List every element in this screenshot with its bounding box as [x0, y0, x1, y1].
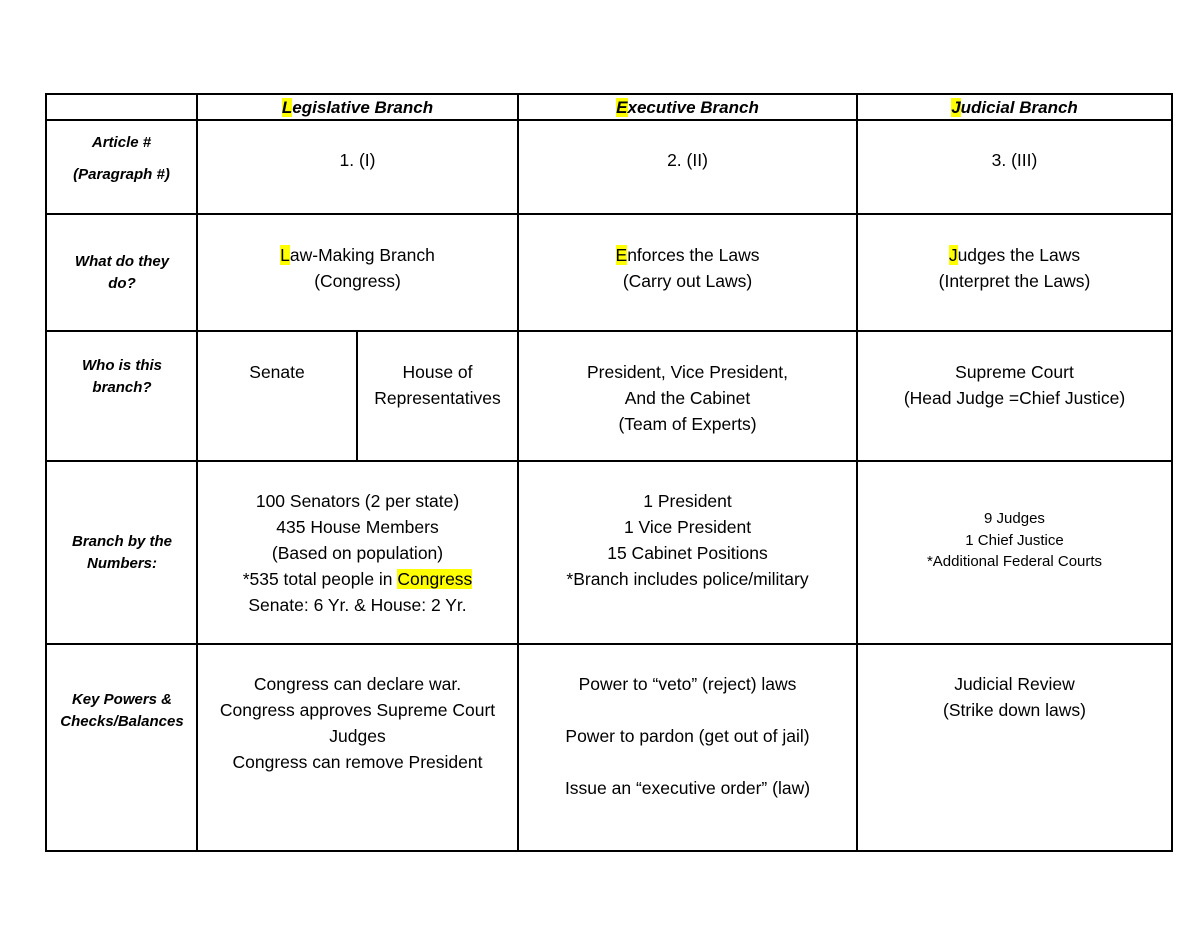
- article-legislative: 1. (I): [339, 150, 376, 170]
- numbers-label: Branch by the Numbers:: [71, 532, 173, 572]
- who-judicial: [858, 359, 1171, 411]
- powers-judicial: [858, 671, 1171, 723]
- what-label: What do they do?: [74, 252, 170, 292]
- powers-executive-line3: Issue an “executive order” (law): [564, 778, 811, 798]
- who-executive: [519, 359, 856, 437]
- what-judicial: [858, 242, 1171, 294]
- what-legislative: [198, 242, 517, 294]
- who-house: [358, 359, 517, 411]
- header-judicial-rest: udicial Branch: [960, 98, 1078, 117]
- row-divider-4: [45, 460, 1173, 462]
- powers-legislative-line3: Judges: [329, 726, 386, 746]
- row-label-article: [47, 121, 196, 213]
- article-label-line2: (Paragraph #): [73, 166, 170, 183]
- numbers-executive-line1: 1 President: [643, 491, 732, 511]
- header-executive-rest: xecutive Branch: [627, 98, 759, 117]
- row-label-powers: [52, 689, 192, 733]
- numbers-legislative: [198, 488, 517, 618]
- powers-legislative-line2: Congress approves Supreme Court: [219, 700, 496, 720]
- what-executive: [519, 242, 856, 294]
- numbers-judicial-line1: 9 Judges: [984, 510, 1045, 527]
- numbers-legislative-line4: *535 total people in: [242, 569, 398, 589]
- numbers-legislative-line1: 100 Senators (2 per state): [255, 491, 460, 511]
- who-house-line2: Representatives: [374, 388, 501, 408]
- congress-highlight: Congress: [397, 569, 473, 589]
- col-divider-3: [856, 93, 858, 852]
- powers-executive-line1: Power to “veto” (reject) laws: [578, 674, 797, 694]
- header-executive-initial: E: [616, 98, 628, 117]
- row-label-who: [66, 355, 178, 399]
- who-senate: Senate: [249, 362, 305, 382]
- powers-legislative-line4: Congress can remove President: [232, 752, 483, 772]
- header-legislative: [198, 95, 517, 119]
- what-legislative-initial: L: [280, 245, 290, 265]
- what-executive-sub: (Carry out Laws): [622, 271, 753, 291]
- powers-judicial-line2: (Strike down laws): [943, 700, 1086, 720]
- what-legislative-rest: aw-Making Branch: [289, 245, 435, 265]
- article-judicial: 3. (III): [991, 150, 1038, 170]
- what-executive-initial: E: [615, 245, 628, 265]
- who-executive-line1: President, Vice President,: [586, 362, 789, 382]
- numbers-judicial-line2: 1 Chief Justice: [965, 531, 1064, 549]
- numbers-legislative-line2: 435 House Members: [276, 517, 439, 537]
- powers-executive-line2: Power to pardon (get out of jail): [565, 726, 810, 746]
- powers-judicial-line1: Judicial Review: [954, 674, 1075, 694]
- row-divider-2: [45, 213, 1173, 215]
- who-judicial-line2: (Head Judge =Chief Justice): [903, 388, 1126, 408]
- numbers-executive-line3: 15 Cabinet Positions: [607, 543, 768, 563]
- numbers-executive-line4: *Branch includes police/military: [566, 569, 809, 589]
- header-judicial-initial: J: [951, 98, 961, 117]
- numbers-judicial-line3: *Additional Federal Courts: [926, 553, 1103, 570]
- powers-legislative: [198, 671, 517, 775]
- what-judicial-sub: (Interpret the Laws): [938, 271, 1091, 291]
- row-label-what: [60, 215, 184, 330]
- article-executive: 2. (II): [667, 150, 708, 170]
- powers-legislative-line1: Congress can declare war.: [253, 674, 462, 694]
- header-legislative-initial: L: [281, 98, 293, 117]
- header-judicial: [858, 95, 1171, 119]
- who-house-line1: House of: [402, 362, 473, 382]
- numbers-executive-line2: 1 Vice President: [623, 517, 752, 537]
- who-executive-line2: And the Cabinet: [624, 388, 751, 408]
- what-legislative-sub: (Congress): [314, 271, 401, 291]
- powers-executive: [519, 671, 856, 801]
- what-judicial-initial: J: [948, 245, 958, 265]
- who-judicial-line1: Supreme Court: [955, 362, 1074, 382]
- numbers-judicial: [858, 508, 1171, 573]
- powers-label: Key Powers & Checks/Balances: [60, 691, 184, 730]
- table-border-bottom: [45, 850, 1173, 852]
- header-executive: [519, 95, 856, 119]
- what-executive-rest: nforces the Laws: [627, 245, 760, 265]
- numbers-legislative-line5: Senate: 6 Yr. & House: 2 Yr.: [248, 595, 467, 615]
- who-label: Who is this branch?: [82, 357, 162, 396]
- row-label-numbers: [60, 462, 184, 643]
- table-border-right: [1171, 93, 1173, 852]
- numbers-legislative-line3: (Based on population): [271, 543, 444, 563]
- what-judicial-rest: udges the Laws: [957, 245, 1081, 265]
- article-label-line1: Article #: [91, 134, 152, 151]
- header-legislative-rest: egislative Branch: [292, 98, 434, 117]
- numbers-executive: [519, 488, 856, 592]
- row-divider-5: [45, 643, 1173, 645]
- who-executive-line3: (Team of Experts): [618, 414, 757, 434]
- row-divider-3: [45, 330, 1173, 332]
- row-divider-1: [45, 119, 1173, 121]
